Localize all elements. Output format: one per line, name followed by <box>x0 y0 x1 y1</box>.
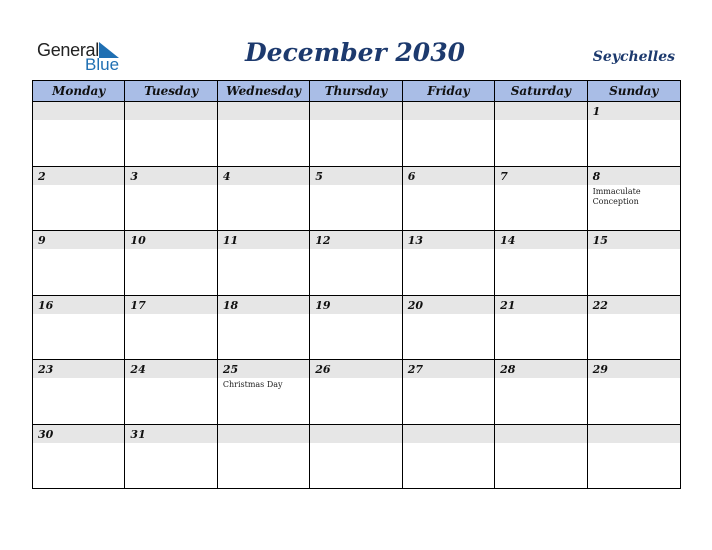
day-cell <box>310 102 402 166</box>
weekday-thursday: Thursday <box>310 81 402 101</box>
day-cell <box>588 231 680 295</box>
country-name: Seychelles <box>592 49 675 65</box>
day-number: 4 <box>222 169 231 183</box>
day-cell <box>310 231 402 295</box>
day-cell <box>495 360 587 424</box>
day-cell <box>495 296 587 360</box>
day-cell <box>33 167 125 231</box>
day-cell <box>33 102 125 166</box>
calendar-grid <box>32 80 681 489</box>
day-number: 27 <box>407 363 424 376</box>
weekday-saturday: Saturday <box>495 81 587 101</box>
day-cell <box>310 360 402 424</box>
day-number: 16 <box>38 298 54 312</box>
generalblue-logo <box>37 40 127 74</box>
day-number: 23 <box>38 363 54 376</box>
day-cell <box>588 167 680 231</box>
day-cell <box>218 102 310 166</box>
day-cell <box>495 425 587 490</box>
day-cell <box>588 102 680 166</box>
weekday-friday: Friday <box>403 81 495 101</box>
day-cell <box>125 425 217 490</box>
day-number: 11 <box>222 234 239 247</box>
day-number: 9 <box>38 234 46 247</box>
day-number: 8 <box>592 169 601 183</box>
logo-blue-text: Blue <box>85 55 120 74</box>
day-cell <box>125 360 217 424</box>
day-cell <box>588 360 680 424</box>
day-cell <box>403 425 495 490</box>
day-number: 13 <box>407 234 424 247</box>
day-number: 17 <box>130 298 146 312</box>
day-cell <box>125 102 217 166</box>
day-number: 3 <box>130 169 139 183</box>
week-row <box>33 167 680 232</box>
day-cell <box>403 167 495 231</box>
day-number: 7 <box>500 169 508 183</box>
day-number: 21 <box>500 298 516 312</box>
day-number: 26 <box>315 363 331 376</box>
day-cell <box>33 231 125 295</box>
day-number: 24 <box>130 363 146 376</box>
week-row <box>33 102 680 167</box>
weekday-wednesday: Wednesday <box>218 81 310 101</box>
day-cell <box>218 425 310 490</box>
day-cell <box>218 296 310 360</box>
day-cell <box>310 425 402 490</box>
day-cell <box>403 102 495 166</box>
day-number: 29 <box>592 363 608 376</box>
week-row <box>33 231 680 296</box>
day-number: 18 <box>222 298 239 312</box>
calendar-title: December 2030 <box>244 38 465 67</box>
day-number: 22 <box>592 298 608 312</box>
day-number: 31 <box>130 427 146 441</box>
day-number: 6 <box>407 169 416 183</box>
day-cell <box>218 167 310 231</box>
day-cell <box>310 167 402 231</box>
weekday-tuesday: Tuesday <box>125 81 217 101</box>
week-row <box>33 425 680 490</box>
day-number: 30 <box>38 427 54 441</box>
day-cell <box>310 296 402 360</box>
day-cell <box>403 231 495 295</box>
holiday-label: Immaculate Conception <box>592 186 641 206</box>
day-cell <box>33 425 125 490</box>
day-cell <box>125 167 217 231</box>
day-cell <box>495 167 587 231</box>
day-number: 25 <box>222 363 239 376</box>
weekday-header <box>33 81 680 102</box>
day-number: 20 <box>407 298 424 312</box>
day-number: 14 <box>500 234 516 247</box>
weekday-monday: Monday <box>33 81 125 101</box>
day-cell <box>588 425 680 490</box>
logo-general-text: General <box>37 40 99 60</box>
day-cell <box>403 360 495 424</box>
day-number: 5 <box>315 169 323 183</box>
day-cell <box>125 231 217 295</box>
day-number: 1 <box>592 105 601 118</box>
day-cell <box>495 102 587 166</box>
week-row <box>33 296 680 361</box>
day-cell <box>33 360 125 424</box>
day-number: 19 <box>315 298 331 312</box>
day-cell <box>218 231 310 295</box>
day-cell <box>588 296 680 360</box>
day-number: 12 <box>315 234 331 247</box>
day-cell <box>403 296 495 360</box>
week-row <box>33 360 680 425</box>
weekday-sunday: Sunday <box>609 84 659 98</box>
day-number: 2 <box>38 169 46 183</box>
day-number: 15 <box>592 234 608 247</box>
day-cell <box>33 296 125 360</box>
day-number: 10 <box>130 234 146 247</box>
holiday-label: Christmas Day <box>222 380 283 389</box>
day-cell <box>218 360 310 424</box>
day-number: 28 <box>500 363 516 376</box>
day-cell <box>495 231 587 295</box>
day-cell <box>125 296 217 360</box>
